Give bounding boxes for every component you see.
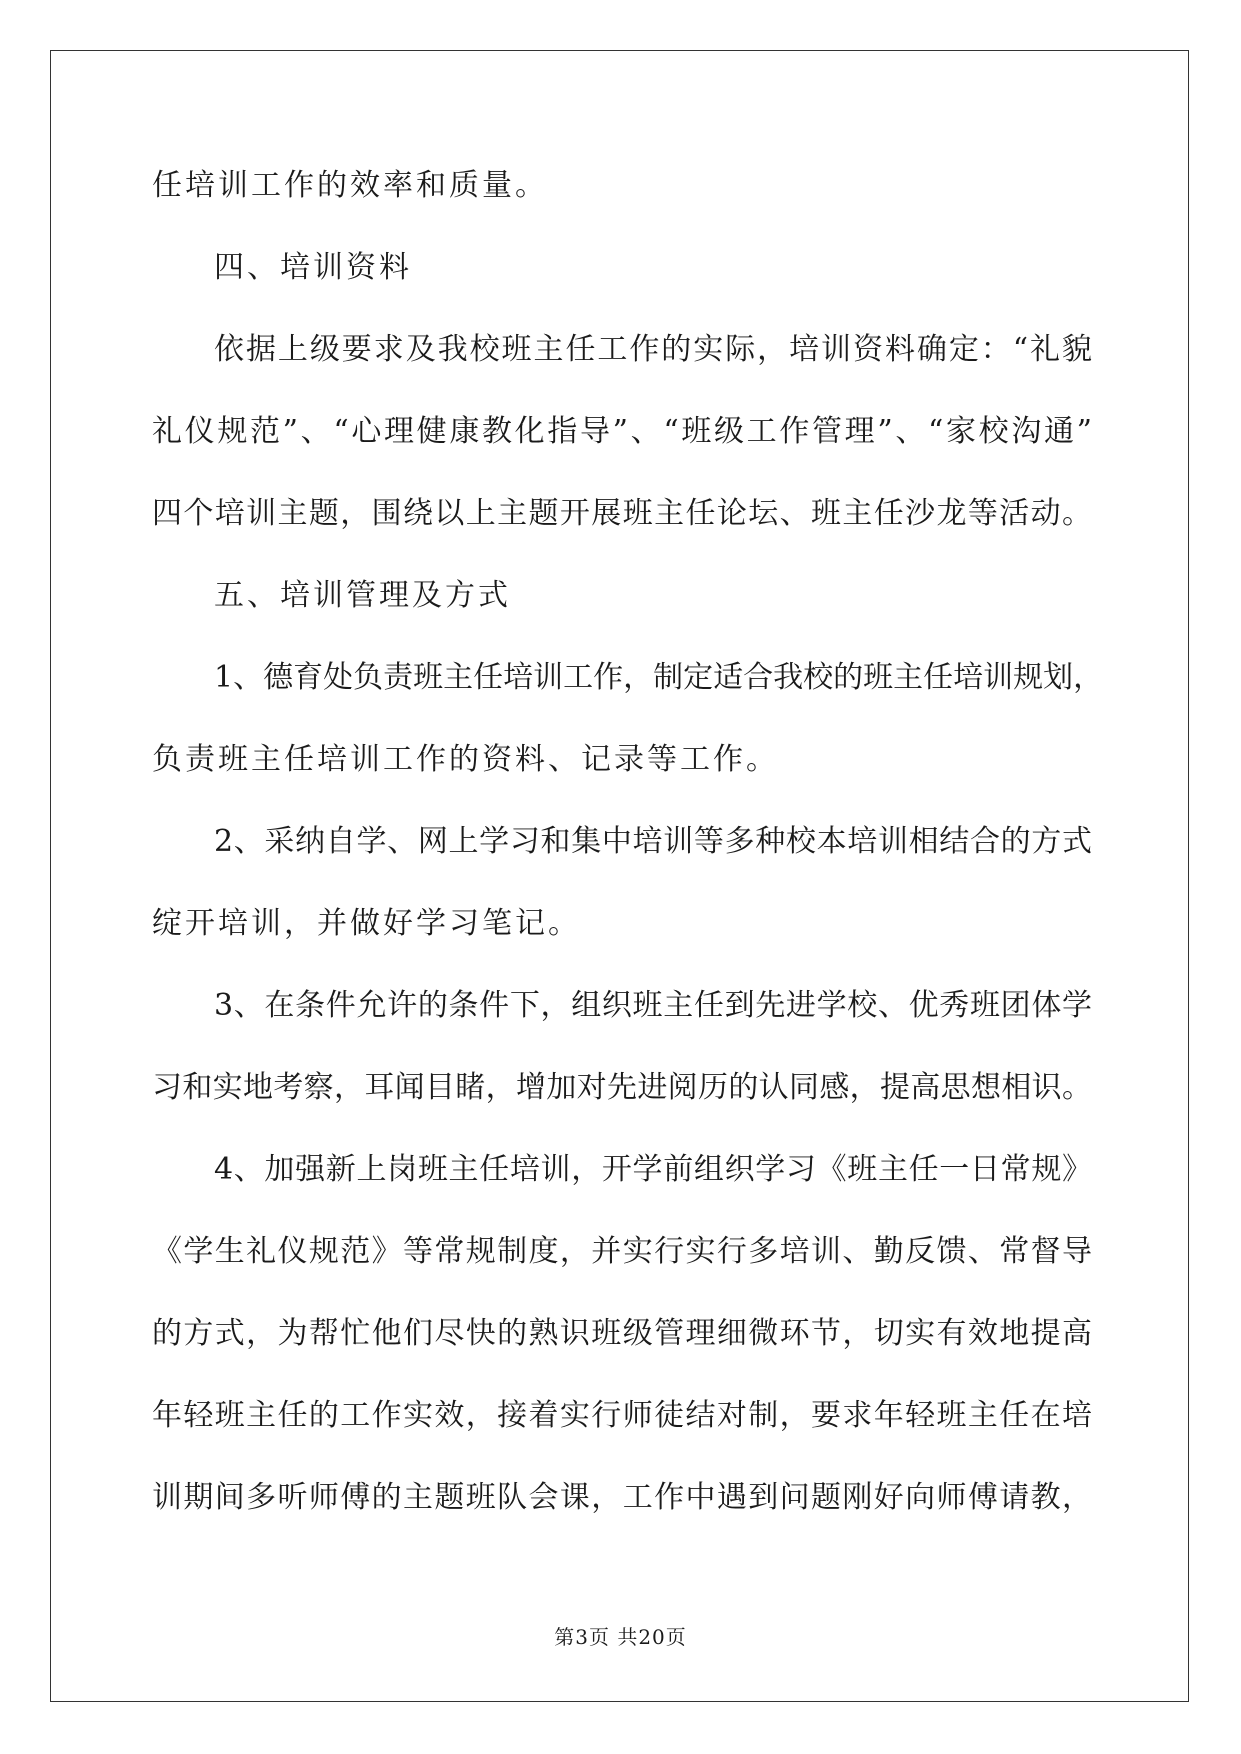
text-line: 四个培训主题，围绕以上主题开展班主任论坛、班主任沙龙等活动。 (152, 496, 1092, 531)
text-line: 4、加强新上岗班主任培训，开学前组织学习《班主任一日常规》 (214, 1152, 1092, 1187)
text-line: 依据上级要求及我校班主任工作的实际，培训资料确定：“礼貌 (214, 332, 1092, 367)
text-line: 《学生礼仪规范》等常规制度，并实行实行多培训、勤反馈、常督导 (152, 1234, 1092, 1269)
text-line: 礼仪规范”、“心理健康教化指导”、“班级工作管理”、“家校沟通” (152, 414, 1092, 449)
text-line: 绽开培训，并做好学习笔记。 (152, 906, 581, 941)
page-footer: 第3页 共20页 (554, 1625, 687, 1649)
text-line: 1、德育处负责班主任培训工作，制定适合我校的班主任培训规划， (214, 660, 1104, 695)
text-line: 任培训工作的效率和质量。 (152, 168, 548, 203)
text-line: 年轻班主任的工作实效，接着实行师徒结对制，要求年轻班主任在培 (152, 1398, 1092, 1433)
text-line: 3、在条件允许的条件下，组织班主任到先进学校、优秀班团体学 (214, 988, 1092, 1023)
text-line: 的方式，为帮忙他们尽快的熟识班级管理细微环节，切实有效地提高 (152, 1316, 1092, 1351)
document-body (152, 168, 1104, 1562)
text-line: 训期间多听师傅的主题班队会课，工作中遇到问题刚好向师傅请教， (152, 1480, 1092, 1515)
text-line: 五、培训管理及方式 (214, 578, 511, 613)
text-line: 2、采纳自学、网上学习和集中培训等多种校本培训相结合的方式 (214, 824, 1092, 859)
text-line: 四、培训资料 (214, 250, 412, 285)
text-line: 负责班主任培训工作的资料、记录等工作。 (152, 742, 779, 777)
text-line: 习和实地考察，耳闻目睹，增加对先进阅历的认同感，提高思想相识。 (152, 1070, 1092, 1105)
